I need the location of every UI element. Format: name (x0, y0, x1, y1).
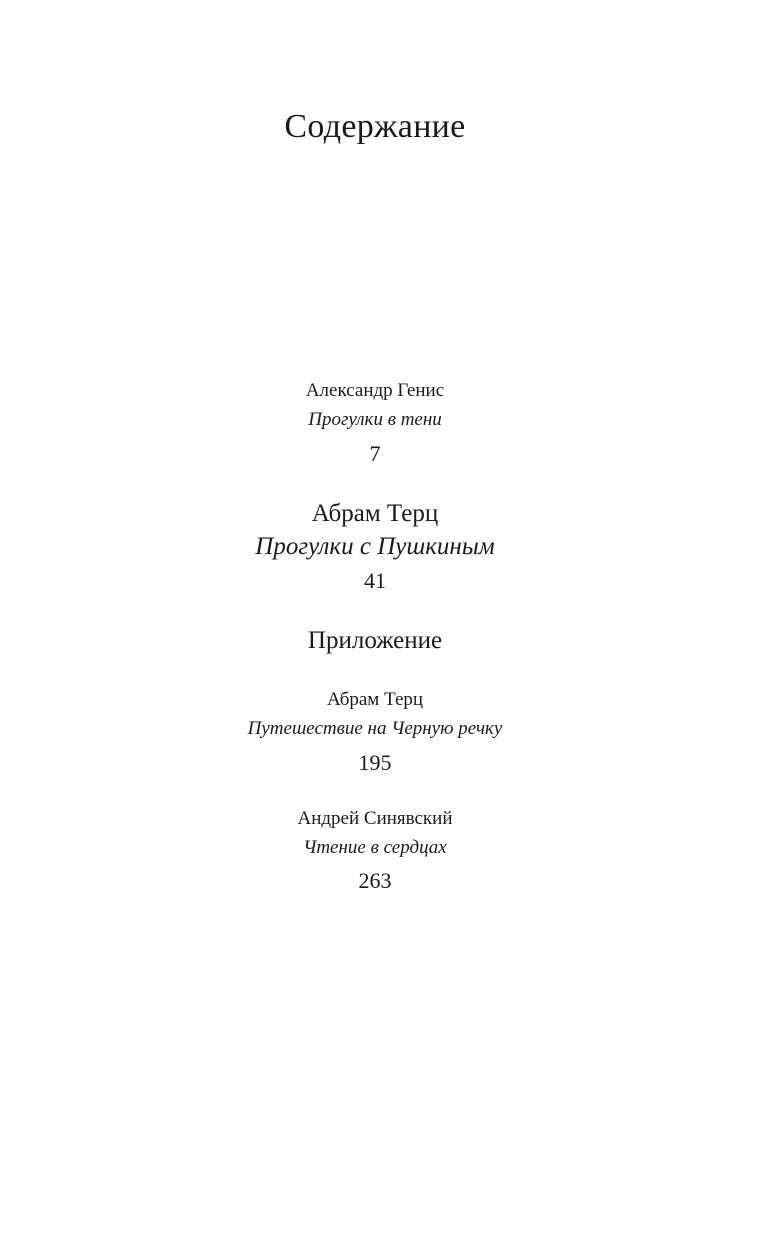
entry-page-number: 263 (358, 868, 392, 893)
entry-work-title: Чтение в сердцах (303, 837, 447, 858)
entry-author: Александр Генис (305, 380, 445, 401)
entry-page-number: 7 (369, 441, 381, 466)
entry-author: Абрам Терц (326, 689, 424, 710)
entry-work-title: Прогулки с Пушкиным (255, 533, 495, 560)
entry-page-number: 41 (364, 568, 386, 593)
appendix-heading: Приложение (307, 627, 443, 654)
entry-author: Андрей Синявский (297, 808, 453, 829)
entry-page-number: 195 (358, 750, 392, 775)
entry-work-title: Путешествие на Черную речку (247, 718, 503, 739)
page-title: Содержание (284, 108, 466, 145)
entry-work-title: Прогулки в тени (308, 409, 442, 430)
entry-author: Абрам Терц (311, 500, 439, 527)
